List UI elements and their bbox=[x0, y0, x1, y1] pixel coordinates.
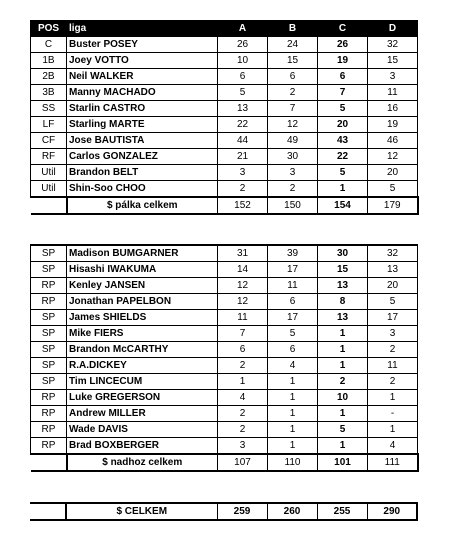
value-c: 13 bbox=[318, 310, 368, 326]
value-c: 8 bbox=[318, 294, 368, 310]
value-b: 15 bbox=[268, 53, 318, 69]
player-name: Neil WALKER bbox=[67, 69, 218, 85]
value-d: 15 bbox=[368, 53, 418, 69]
value-a: 6 bbox=[218, 69, 268, 85]
value-b: 12 bbox=[268, 117, 318, 133]
player-pos: SP bbox=[31, 262, 67, 278]
batters-total-row bbox=[31, 197, 418, 214]
grand-total-b: 260 bbox=[267, 503, 317, 520]
value-b: 3 bbox=[268, 165, 318, 181]
value-b: 2 bbox=[268, 181, 318, 198]
player-name: Brad BOXBERGER bbox=[67, 438, 218, 455]
player-pos: LF bbox=[31, 117, 67, 133]
player-name: Joey VOTTO bbox=[67, 53, 218, 69]
value-b: 2 bbox=[268, 85, 318, 101]
player-name: Madison BUMGARNER bbox=[67, 245, 218, 262]
total-c: 101 bbox=[318, 454, 368, 471]
player-row bbox=[31, 165, 418, 181]
player-row bbox=[31, 390, 418, 406]
value-b: 17 bbox=[268, 262, 318, 278]
player-name: James SHIELDS bbox=[67, 310, 218, 326]
value-c: 30 bbox=[318, 245, 368, 262]
value-a: 44 bbox=[218, 133, 268, 149]
player-name: Kenley JANSEN bbox=[67, 278, 218, 294]
pitchers-total-row bbox=[31, 454, 418, 471]
player-name: Jonathan PAPELBON bbox=[67, 294, 218, 310]
player-pos: RP bbox=[31, 390, 67, 406]
player-name: Mike FIERS bbox=[67, 326, 218, 342]
value-c: 5 bbox=[318, 101, 368, 117]
pitchers-table bbox=[30, 244, 419, 472]
player-row bbox=[31, 406, 418, 422]
player-name: Tim LINCECUM bbox=[67, 374, 218, 390]
value-d: 1 bbox=[368, 390, 418, 406]
player-name: Jose BAUTISTA bbox=[67, 133, 218, 149]
value-b: 30 bbox=[268, 149, 318, 165]
value-d: 2 bbox=[368, 342, 418, 358]
header-liga: liga bbox=[67, 21, 218, 37]
player-pos: SS bbox=[31, 101, 67, 117]
value-d: 3 bbox=[368, 69, 418, 85]
value-c: 22 bbox=[318, 149, 368, 165]
grand-total-d: 290 bbox=[367, 503, 417, 520]
player-row bbox=[31, 245, 418, 262]
value-c: 1 bbox=[318, 406, 368, 422]
player-row bbox=[31, 342, 418, 358]
value-b: 1 bbox=[268, 406, 318, 422]
player-name: Manny MACHADO bbox=[67, 85, 218, 101]
player-row bbox=[31, 181, 418, 198]
value-a: 3 bbox=[218, 165, 268, 181]
total-b: 150 bbox=[268, 197, 318, 214]
value-d: 1 bbox=[368, 422, 418, 438]
grand-total-a: 259 bbox=[217, 503, 267, 520]
player-row bbox=[31, 326, 418, 342]
player-name: Wade DAVIS bbox=[67, 422, 218, 438]
player-name: Brandon McCARTHY bbox=[67, 342, 218, 358]
value-b: 6 bbox=[268, 342, 318, 358]
value-c: 10 bbox=[318, 390, 368, 406]
value-d: 5 bbox=[368, 181, 418, 198]
value-b: 1 bbox=[268, 390, 318, 406]
player-name: Hisashi IWAKUMA bbox=[67, 262, 218, 278]
value-d: 32 bbox=[368, 245, 418, 262]
player-row bbox=[31, 53, 418, 69]
player-pos: SP bbox=[31, 374, 67, 390]
player-pos: 3B bbox=[31, 85, 67, 101]
value-d: 12 bbox=[368, 149, 418, 165]
value-a: 5 bbox=[218, 85, 268, 101]
value-c: 26 bbox=[318, 37, 368, 53]
value-c: 5 bbox=[318, 422, 368, 438]
player-name: Brandon BELT bbox=[67, 165, 218, 181]
value-a: 22 bbox=[218, 117, 268, 133]
total-spacer bbox=[31, 197, 67, 214]
value-a: 10 bbox=[218, 53, 268, 69]
value-a: 2 bbox=[218, 422, 268, 438]
value-a: 3 bbox=[218, 438, 268, 455]
total-c: 154 bbox=[318, 197, 368, 214]
header-col-a: A bbox=[218, 21, 268, 37]
player-name: Buster POSEY bbox=[67, 37, 218, 53]
value-d: 11 bbox=[368, 85, 418, 101]
player-name: Starling MARTE bbox=[67, 117, 218, 133]
player-row bbox=[31, 117, 418, 133]
value-b: 6 bbox=[268, 69, 318, 85]
value-c: 19 bbox=[318, 53, 368, 69]
batters-table bbox=[30, 20, 419, 215]
value-d: 20 bbox=[368, 165, 418, 181]
value-d: 16 bbox=[368, 101, 418, 117]
player-row bbox=[31, 101, 418, 117]
grand-total-spacer bbox=[30, 503, 66, 520]
value-c: 6 bbox=[318, 69, 368, 85]
value-b: 39 bbox=[268, 245, 318, 262]
player-pos: SP bbox=[31, 310, 67, 326]
total-a: 152 bbox=[218, 197, 268, 214]
player-row bbox=[31, 422, 418, 438]
value-c: 7 bbox=[318, 85, 368, 101]
value-d: 46 bbox=[368, 133, 418, 149]
value-d: 20 bbox=[368, 278, 418, 294]
value-d: 5 bbox=[368, 294, 418, 310]
value-a: 11 bbox=[218, 310, 268, 326]
value-b: 6 bbox=[268, 294, 318, 310]
player-row bbox=[31, 310, 418, 326]
value-d: - bbox=[368, 406, 418, 422]
player-row bbox=[31, 85, 418, 101]
header-col-b: B bbox=[268, 21, 318, 37]
total-label: $ nadhoz celkem bbox=[67, 454, 218, 471]
player-pos: SP bbox=[31, 326, 67, 342]
player-pos: RP bbox=[31, 294, 67, 310]
value-c: 15 bbox=[318, 262, 368, 278]
value-d: 2 bbox=[368, 374, 418, 390]
value-d: 13 bbox=[368, 262, 418, 278]
value-b: 49 bbox=[268, 133, 318, 149]
header-pos: POS bbox=[31, 21, 67, 37]
player-pos: RF bbox=[31, 149, 67, 165]
value-a: 26 bbox=[218, 37, 268, 53]
value-a: 31 bbox=[218, 245, 268, 262]
value-c: 1 bbox=[318, 358, 368, 374]
player-pos: RP bbox=[31, 406, 67, 422]
grand-total-c: 255 bbox=[317, 503, 367, 520]
player-row bbox=[31, 278, 418, 294]
player-pos: RP bbox=[31, 422, 67, 438]
player-pos: Util bbox=[31, 165, 67, 181]
player-name: Shin-Soo CHOO bbox=[67, 181, 218, 198]
player-row bbox=[31, 133, 418, 149]
value-b: 4 bbox=[268, 358, 318, 374]
value-a: 13 bbox=[218, 101, 268, 117]
player-name: R.A.DICKEY bbox=[67, 358, 218, 374]
value-b: 1 bbox=[268, 422, 318, 438]
header-col-d: D bbox=[368, 21, 418, 37]
grand-total-label: $ CELKEM bbox=[66, 503, 217, 520]
value-c: 20 bbox=[318, 117, 368, 133]
player-name: Starlin CASTRO bbox=[67, 101, 218, 117]
value-b: 1 bbox=[268, 374, 318, 390]
player-pos: SP bbox=[31, 245, 67, 262]
total-spacer bbox=[31, 454, 67, 471]
value-c: 13 bbox=[318, 278, 368, 294]
value-d: 17 bbox=[368, 310, 418, 326]
value-a: 6 bbox=[218, 342, 268, 358]
player-pos: RP bbox=[31, 438, 67, 455]
value-c: 1 bbox=[318, 181, 368, 198]
value-a: 21 bbox=[218, 149, 268, 165]
player-pos: RP bbox=[31, 278, 67, 294]
value-d: 19 bbox=[368, 117, 418, 133]
total-d: 179 bbox=[368, 197, 418, 214]
player-row bbox=[31, 69, 418, 85]
player-pos: SP bbox=[31, 358, 67, 374]
total-b: 110 bbox=[268, 454, 318, 471]
value-c: 5 bbox=[318, 165, 368, 181]
value-d: 3 bbox=[368, 326, 418, 342]
value-b: 17 bbox=[268, 310, 318, 326]
player-row bbox=[31, 262, 418, 278]
player-row bbox=[31, 294, 418, 310]
value-a: 2 bbox=[218, 358, 268, 374]
value-b: 11 bbox=[268, 278, 318, 294]
value-d: 4 bbox=[368, 438, 418, 455]
total-d: 111 bbox=[368, 454, 418, 471]
total-label: $ pálka celkem bbox=[67, 197, 218, 214]
value-c: 1 bbox=[318, 342, 368, 358]
grand-total-row bbox=[30, 503, 417, 520]
value-a: 14 bbox=[218, 262, 268, 278]
value-a: 12 bbox=[218, 294, 268, 310]
value-c: 1 bbox=[318, 326, 368, 342]
player-row bbox=[31, 358, 418, 374]
player-row bbox=[31, 374, 418, 390]
player-name: Luke GREGERSON bbox=[67, 390, 218, 406]
value-d: 32 bbox=[368, 37, 418, 53]
value-c: 1 bbox=[318, 438, 368, 455]
player-row bbox=[31, 37, 418, 53]
value-b: 24 bbox=[268, 37, 318, 53]
player-name: Andrew MILLER bbox=[67, 406, 218, 422]
value-d: 11 bbox=[368, 358, 418, 374]
value-a: 2 bbox=[218, 181, 268, 198]
player-pos: C bbox=[31, 37, 67, 53]
grand-total-table bbox=[30, 502, 418, 521]
player-row bbox=[31, 149, 418, 165]
player-pos: SP bbox=[31, 342, 67, 358]
value-a: 1 bbox=[218, 374, 268, 390]
total-a: 107 bbox=[218, 454, 268, 471]
value-c: 43 bbox=[318, 133, 368, 149]
player-pos: 1B bbox=[31, 53, 67, 69]
header-col-c: C bbox=[318, 21, 368, 37]
player-name: Carlos GONZALEZ bbox=[67, 149, 218, 165]
value-c: 2 bbox=[318, 374, 368, 390]
value-a: 2 bbox=[218, 406, 268, 422]
value-b: 1 bbox=[268, 438, 318, 455]
player-pos: CF bbox=[31, 133, 67, 149]
header-row bbox=[31, 21, 418, 37]
player-row bbox=[31, 438, 418, 455]
value-a: 4 bbox=[218, 390, 268, 406]
value-b: 7 bbox=[268, 101, 318, 117]
value-a: 12 bbox=[218, 278, 268, 294]
player-pos: 2B bbox=[31, 69, 67, 85]
player-pos: Util bbox=[31, 181, 67, 198]
value-b: 5 bbox=[268, 326, 318, 342]
value-a: 7 bbox=[218, 326, 268, 342]
